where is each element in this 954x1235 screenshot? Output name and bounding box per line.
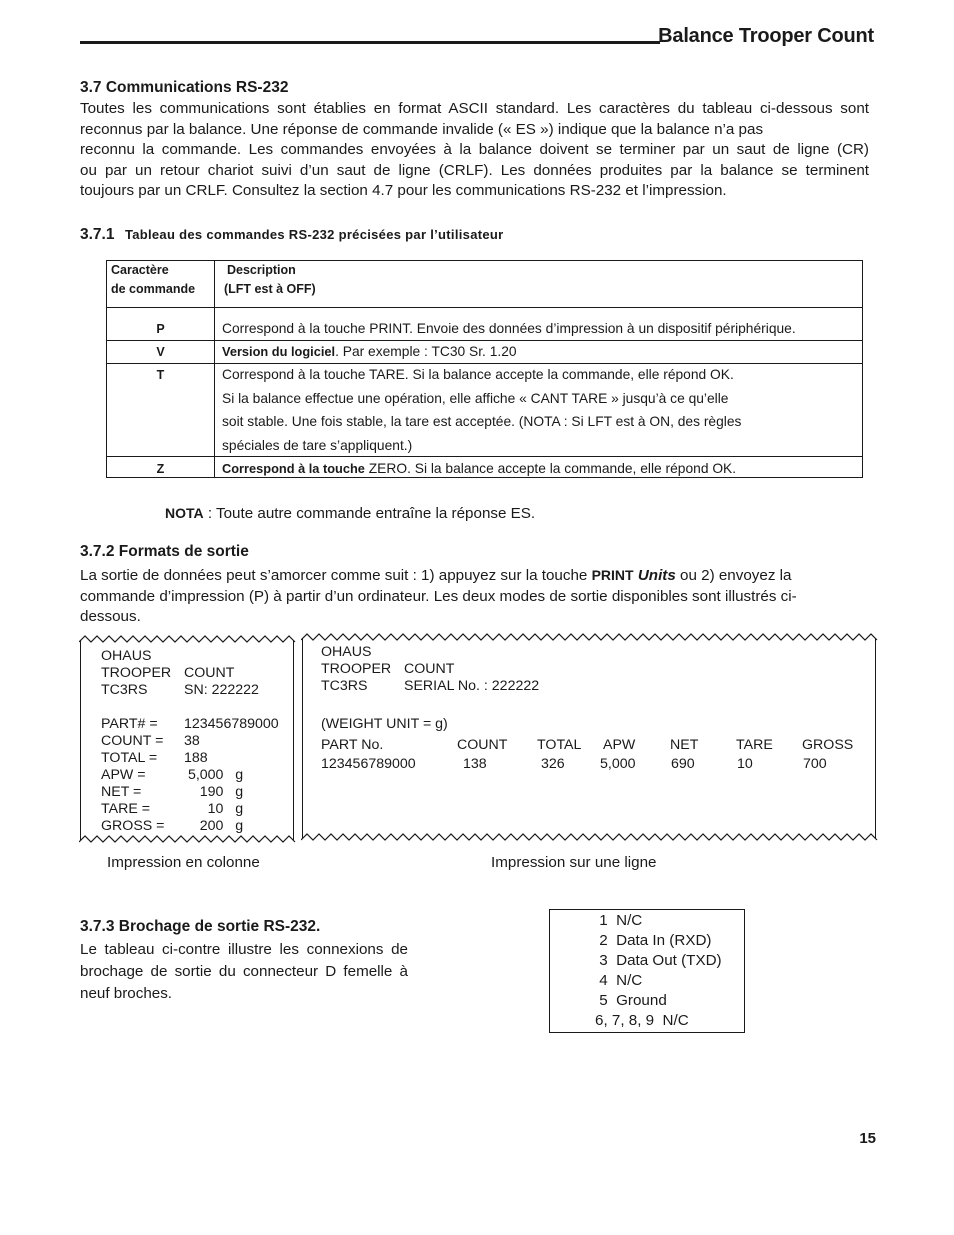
bold-term: Version du logiciel	[222, 344, 336, 359]
command-key-z: Z	[156, 462, 165, 476]
pin-row: 2 Data In (RXD)	[595, 932, 712, 949]
column-header: NET	[670, 737, 699, 753]
paragraph-line: dessous.	[80, 608, 141, 626]
printout-value: COUNT	[404, 661, 455, 677]
pinout-table	[549, 909, 745, 1033]
paragraph-line: Toutes les communications sont établies en format ASCII standard. Les caractères du tableau ci-dessous sont	[80, 100, 869, 117]
line-printout	[302, 638, 876, 838]
torn-edge-bottom	[79, 834, 297, 844]
header-line: (LFT est à OFF)	[224, 282, 316, 296]
column-header: GROSS	[802, 737, 854, 753]
command-desc-v	[222, 344, 517, 359]
table-row-divider	[107, 456, 862, 457]
printout-line	[101, 801, 279, 818]
column-printout-lines	[101, 648, 279, 835]
command-desc-t-4: spéciales de tare s’appliquent.)	[222, 438, 413, 453]
column-value: 326	[541, 756, 565, 772]
pin-row: 6, 7, 8, 9 N/C	[595, 1012, 689, 1029]
column-value: 138	[463, 756, 487, 772]
section-3-7-3-paragraph	[80, 939, 408, 1005]
printout-value: 38	[184, 733, 200, 749]
printout-value: COUNT	[184, 665, 235, 681]
header-line: Caractère	[111, 263, 169, 277]
printout-value: SN: 222222	[184, 682, 259, 698]
printout-label: COUNT =	[101, 733, 164, 749]
printout-value: 188	[184, 750, 208, 766]
printout-label: TOTAL =	[101, 750, 158, 766]
table-header-command	[111, 261, 195, 299]
table-header-description	[224, 261, 316, 299]
text-run: La sortie de données peut s’amorcer comme suit : 1) appuyez sur la touche	[80, 567, 592, 584]
printout-line	[101, 682, 279, 699]
column-header: APW	[603, 737, 636, 753]
printout-line	[101, 750, 279, 767]
nota-text: : Toute autre commande entraîne la réponse ES.	[203, 505, 536, 522]
command-key-p: P	[156, 322, 165, 336]
printout-line	[101, 716, 279, 733]
nota-label: NOTA	[165, 505, 204, 521]
command-key-v: V	[156, 345, 165, 359]
command-key-t: T	[156, 368, 165, 382]
column-value: 123456789000	[321, 756, 416, 772]
text-run: ou 2) envoyez la	[675, 567, 792, 584]
printout-label: OHAUS	[321, 644, 372, 660]
paragraph-line: commande d’impression (P) à partir d’un ordinateur. Les deux modes de sortie disponibles sont illustrés ci-	[80, 587, 797, 605]
paragraph-line: reconnus par la balance. Une réponse de commande invalide (« ES ») indique que la balance n’a pas	[80, 120, 764, 138]
column-value: 690	[671, 756, 695, 772]
printout-label: TARE =	[101, 801, 151, 817]
rs232-command-table	[106, 260, 863, 478]
printout-line	[321, 716, 539, 733]
printout-label: OHAUS	[101, 648, 152, 664]
pin-row: 5 Ground	[595, 992, 667, 1009]
table-row-divider	[107, 363, 862, 364]
table-row-divider	[107, 307, 862, 308]
printout-label: PART# =	[101, 716, 158, 732]
printout-line	[101, 648, 279, 665]
header-line: de commande	[111, 282, 196, 296]
paragraph-line: toujours par un CRLF. Consultez la section 4.7 pour les communications RS-232 et l’impression.	[80, 182, 727, 200]
printout-value: 5,000 g	[184, 767, 244, 783]
printout-line	[101, 784, 279, 801]
printout-line	[101, 665, 279, 682]
section-3-7-1-heading	[80, 226, 503, 244]
printout-blank-line	[321, 695, 539, 716]
paragraph-line	[80, 565, 870, 587]
printout-label: (WEIGHT UNIT = g)	[321, 716, 448, 732]
printout-label: TC3RS	[101, 682, 148, 698]
section-3-7-heading: 3.7 Communications RS-232	[80, 79, 289, 96]
printout-label: GROSS =	[101, 818, 165, 834]
printout-value: 10 g	[184, 801, 244, 817]
paragraph-line: ou par un retour chariot suivi d’un saut de ligne (CRLF). Les données produites par la balance se terminent	[80, 161, 869, 179]
pin-row: 1 N/C	[595, 912, 643, 929]
page-header-title: Balance Trooper Count	[658, 25, 874, 47]
printout-label: APW =	[101, 767, 146, 783]
column-header: TARE	[736, 737, 773, 753]
column-printout	[80, 640, 294, 840]
printout-value: 190 g	[184, 784, 244, 800]
header-rule	[80, 41, 660, 44]
printout-line	[101, 818, 279, 835]
printout-line	[321, 678, 539, 695]
torn-edge-bottom	[301, 832, 879, 842]
torn-edge-top	[301, 632, 879, 642]
units-key-label: Units	[637, 567, 676, 584]
page-number: 15	[859, 1130, 876, 1147]
printout-label: TROOPER	[321, 661, 392, 677]
command-desc-t-2: Si la balance effectue une opération, elle affiche « CANT TARE » jusqu’à ce qu’elle	[222, 391, 729, 406]
section-title: Tableau des commandes RS-232 précisées par l’utilisateur	[124, 227, 504, 242]
printout-label: TROOPER	[101, 665, 172, 681]
section-3-7-2-heading: 3.7.2 Formats de sortie	[80, 543, 249, 560]
command-desc-z	[222, 461, 736, 476]
column-value: 5,000	[600, 756, 636, 772]
printout-line	[101, 733, 279, 750]
table-column-divider	[214, 261, 215, 477]
printout-line	[321, 644, 539, 661]
section-3-7-2-paragraph	[80, 565, 870, 628]
printout-blank-line	[101, 699, 279, 716]
column-value: 700	[803, 756, 827, 772]
line-printout-values	[321, 756, 881, 773]
command-desc-t-1: Correspond à la touche TARE. Si la balance accepte la commande, elle répond OK.	[222, 367, 734, 382]
column-header: TOTAL	[537, 737, 582, 753]
printout-label: TC3RS	[321, 678, 368, 694]
torn-edge-top	[79, 634, 297, 644]
line-printout-lines	[321, 644, 539, 733]
section-number: 3.7.1	[80, 226, 115, 243]
column-header: PART No.	[321, 737, 384, 753]
section-3-7-3-heading: 3.7.3 Brochage de sortie RS-232.	[80, 918, 321, 935]
section-3-7-paragraph	[80, 99, 869, 202]
printout-value: 123456789000	[184, 716, 279, 732]
paragraph-line: neuf broches.	[80, 985, 173, 1002]
printout-line	[101, 767, 279, 784]
paragraph-line: Le tableau ci-contre illustre les connexions de	[80, 941, 408, 958]
header-line: Description	[227, 263, 296, 277]
paragraph-line: brochage de sortie du connecteur D femelle à	[80, 963, 408, 980]
paragraph-line: reconnu la commande. Les commandes envoyées à la balance doivent se terminer par un saut de ligne (CR)	[80, 141, 869, 159]
line-printout-headers	[321, 737, 881, 754]
nota-note	[165, 505, 535, 522]
desc-text: ZERO. Si la balance accepte la commande, elle répond OK.	[364, 461, 737, 476]
pin-row: 3 Data Out (TXD)	[595, 952, 722, 969]
print-key-label: PRINT	[591, 567, 634, 583]
line-printout-caption: Impression sur une ligne	[491, 854, 657, 871]
column-printout-caption: Impression en colonne	[107, 854, 260, 871]
printout-line	[321, 661, 539, 678]
command-desc-t-3: soit stable. Une fois stable, la tare est acceptée. (NOTA : Si LFT est à ON, des règles	[222, 414, 742, 429]
desc-text: . Par exemple : TC30 Sr. 1.20	[335, 344, 517, 359]
command-desc-p: Correspond à la touche PRINT. Envoie des données d’impression à un dispositif périphérique.	[222, 321, 796, 336]
column-header: COUNT	[457, 737, 508, 753]
printout-value: SERIAL No. : 222222	[404, 678, 540, 694]
printout-value: 200 g	[184, 818, 244, 834]
column-value: 10	[737, 756, 753, 772]
bold-term: Correspond à la touche	[222, 461, 365, 476]
printout-label: NET =	[101, 784, 142, 800]
table-row-divider	[107, 340, 862, 341]
pin-row: 4 N/C	[595, 972, 643, 989]
